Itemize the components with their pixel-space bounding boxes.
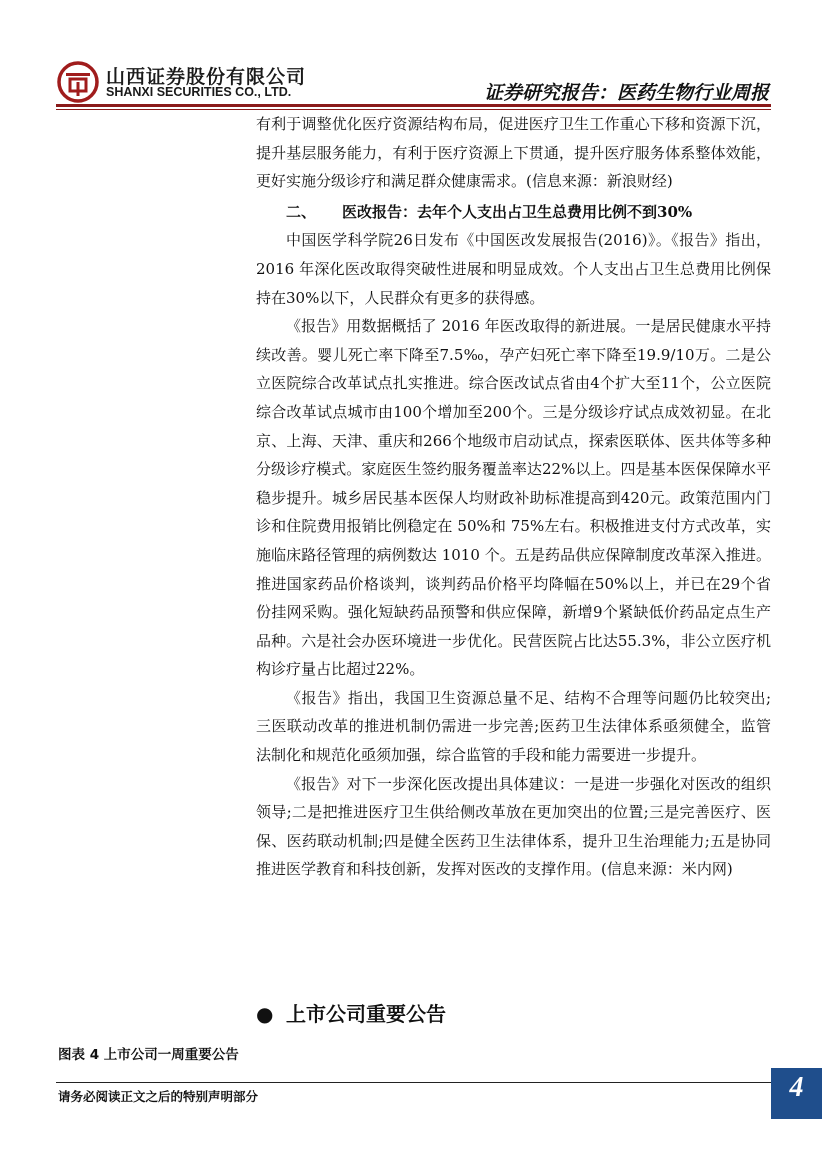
figure-caption: 图表 4 上市公司一周重要公告 <box>58 1047 239 1063</box>
page-number-box <box>771 1068 822 1119</box>
company-logo-icon <box>56 60 100 104</box>
section-heading <box>256 998 446 1027</box>
company-logo <box>56 58 307 106</box>
sub-heading-text: 医改报告：去年个人支出占卫生总费用比例不到30% <box>342 202 693 221</box>
footer-divider <box>56 1082 771 1083</box>
report-body <box>256 110 771 884</box>
section-title: 上市公司重要公告 <box>286 1002 446 1026</box>
paragraph-3: 《报告》用数据概括了 2016 年医改取得的新进展。一是居民健康水平持续改善。婴儿死亡率下降至7.5‰，孕产妇死亡率下降至19.9/10万。二是公立医院综合改革试点扎实推进。综合医改试点省由4个扩大至11个，公立医院综合改革试点城市由100个增加至200个。三是分级诊疗试点成效初显。在北京、上海、天津、重庆和266个地级市启动试点，探索医联体、医共体等多种分级诊疗模式。家庭医生签约服务覆盖率达22%以上。四是基本医保保障水平稳步提升。城乡居民基本医保人均财政补助标准提高到420元。政策范围内门诊和住院费用报销比例稳定在 50%和 75%左右。积极推进支付方式改革，实施临床路径管理的病例数达 1010 个。五是药品供应保障制度改革深入推进。推进国家药品价格谈判，谈判药品价格平均降幅在50%以上，并已在29个省份挂网采购。强化短缺药品预警和供应保障，新增9个紧缺低价药品定点生产品种。六是社会办医环境进一步优化。民营医院占比达55.3%，非公立医疗机构诊疗量占比超过22%。 <box>256 317 771 679</box>
footer-disclaimer: 请务必阅读正文之后的特别声明部分 <box>58 1089 259 1104</box>
page-number: 4 <box>789 1072 804 1103</box>
company-name-cn: 山西证券股份有限公司 <box>106 66 307 88</box>
bullet-icon: ● <box>256 1002 274 1026</box>
header-divider <box>56 104 771 107</box>
paragraph-1: 有利于调整优化医疗资源结构布局，促进医疗卫生工作重心下移和资源下沉，提升基层服务能力，有利于医疗资源上下贯通，提升医疗服务体系整体效能，更好实施分级诊疗和满足群众健康需求。(信息来源：新浪财经) <box>256 115 771 191</box>
paragraph-5: 《报告》对下一步深化医改提出具体建议：一是进一步强化对医改的组织领导;二是把推进医疗卫生供给侧改革放在更加突出的位置;三是完善医疗、医保、医药联动机制;四是健全医药卫生法律体系，提升卫生治理能力;五是协同推进医学教育和科技创新，发挥对医改的支撑作用。(信息来源：米内网) <box>256 774 771 879</box>
sub-heading-2 <box>256 198 771 227</box>
paragraph-2: 中国医学科学院26日发布《中国医改发展报告(2016)》。《报告》指出，2016 年深化医改取得突破性进展和明显成效。个人支出占卫生总费用比例保持在30%以下，人民群众有更多的获得感。 <box>256 231 771 307</box>
sub-heading-number: 二、 <box>286 202 317 221</box>
paragraph-4: 《报告》指出，我国卫生资源总量不足、结构不合理等问题仍比较突出;三医联动改革的推进机制仍需进一步完善;医药卫生法律体系亟须健全，监管法制化和规范化亟须加强，综合监管的手段和能力需要进一步提升。 <box>256 688 771 765</box>
company-name-en: SHANXI SECURITIES CO., LTD. <box>106 85 292 99</box>
report-title: 证券研究报告：医药生物行业周报 <box>483 82 769 104</box>
